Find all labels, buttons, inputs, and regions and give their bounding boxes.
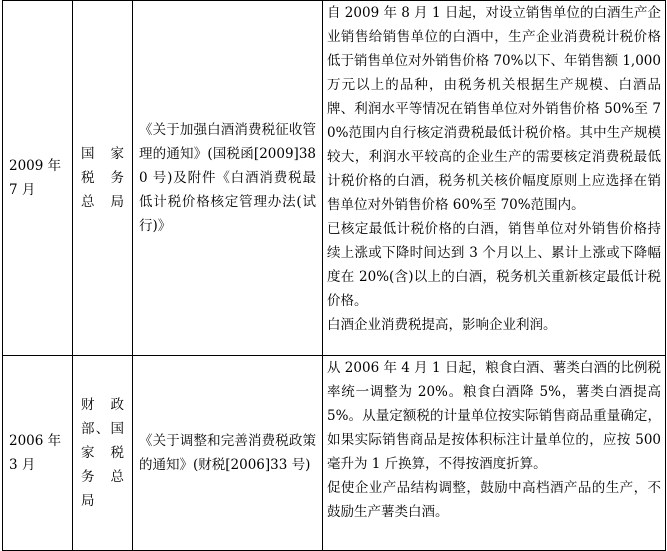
policy-document-cell: 《关于加强白酒消费税征收管理的通知》(国税函[2009]380 号)及附件《白酒消费税最低计税价格核定管理办法(试行)》 xyxy=(133,1,323,356)
content-paragraph: 已核定最低计税价格的白酒，销售单位对外销售价格持续上涨或下降时间达到 3 个月以上、累计上涨或下降幅度在 20%(含)以上的白酒，税务机关重新核定最低计税价格。 xyxy=(327,221,661,309)
table-row xyxy=(3,356,666,551)
content-paragraph: 从 2006 年 4 月 1 日起，粮食白酒、薯类白酒的比例税率统一调整为 20%。粮食白酒降 5%，薯类白酒提高 5%。从量定额税的计量单位按实际销售商品重量确定，如果实际销售商品是按体积标注计量单位的，应按 500 毫升为 1 斤换算，不得按酒度折算。 xyxy=(327,360,661,472)
date-cell: 2006 年 3 月 xyxy=(3,356,73,551)
policy-content-cell xyxy=(323,356,666,551)
table-row xyxy=(3,1,666,356)
issuer-cell: 财 政 部、国 家 税 务 总 局 xyxy=(73,356,133,551)
policy-table xyxy=(2,0,666,551)
issuer-cell: 国 家 税 务 总局 xyxy=(73,1,133,356)
impact-paragraph: 白酒企业消费税提高，影响企业利润。 xyxy=(327,317,557,333)
date-cell: 2009 年 7 月 xyxy=(3,1,73,356)
policy-content-cell xyxy=(323,1,666,356)
policy-document-cell: 《关于调整和完善消费税政策的通知》(财税[2006]33 号) xyxy=(133,356,323,551)
content-paragraph: 自 2009 年 8 月 1 日起，对设立销售单位的白酒生产企业销售给销售单位的白酒中，生产企业消费税计税价格低于销售单位对外销售价格 70%以下、年销售额 1,000 万元以上的品种，由税务机关根据生产规模、白酒品牌、利润水平等情况在销售单位对外销售价格 50%至 70%范围内自行核定消费税最低计税价格。其中生产规模较大，利润水平较高的企业生产的需要核定消费税最低计税价格的白酒，税务机关核价幅度原则上应选择在销售单位对外销售价格 60%至 70%范围内。 xyxy=(327,5,661,213)
impact-paragraph: 促使企业产品结构调整，鼓励中高档酒产品的生产，不鼓励生产薯类白酒。 xyxy=(327,480,661,520)
